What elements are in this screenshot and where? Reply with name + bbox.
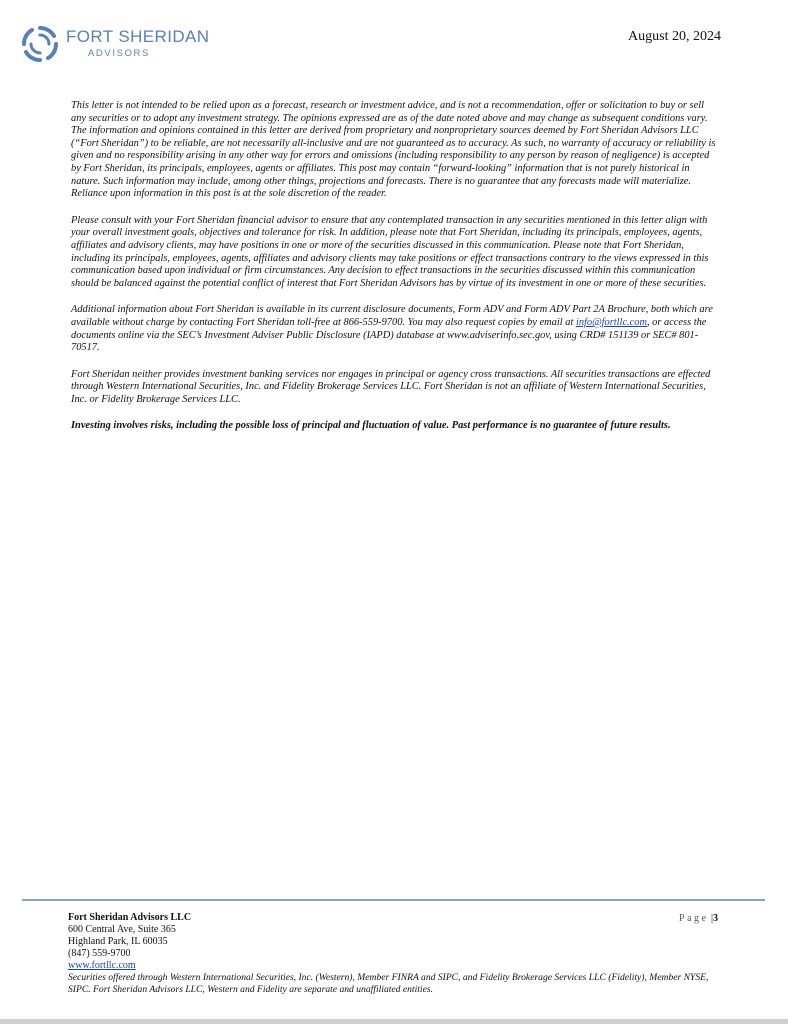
company-logo xyxy=(20,22,220,66)
page-number-value: 3 xyxy=(713,913,718,924)
consult-advisor-paragraph: Please consult with your Fort Sheridan financial advisor to ensure that any contemplated transaction in any securities mentioned in this letter align with your overall investment goals, objectives and tolerance for risk. In addition, please note that Fort Sheridan, including its principals, employees, agents, affiliates and advisory clients, may have positions in one or more of the securities discussed in this communication. Please note that Fort Sheridan, including its principals, employees, agents, affiliates and advisory clients may take positions or effect transactions contrary to the views expressed in this communication based upon individual or firm circumstances. Any decision to effect transactions in the securities discussed within this communication should be balanced against the potential conflict of interest that Fort Sheridan Advisors has by virtue of its investment in one or more of these securities. xyxy=(71,214,709,289)
window-bottom-edge xyxy=(0,1019,788,1024)
email-link[interactable]: info@fortllc.com xyxy=(575,316,647,328)
disclaimer-paragraph: This letter is not intended to be relied upon as a forecast, research or investment advice, and is not a recommendation, offer or solicitation to buy or sell any securities or to adopt any investment strategy. The opinions expressed are as of the date noted above and may change as subsequent conditions vary. The information and opinions contained in this letter are derived from proprietary and nonproprietary sources deemed by Fort Sheridan Advisors LLC (“Fort Sheridan”) to be reliable, are not necessarily all-inclusive and are not guaranteed as to accuracy. As such, no warranty of accuracy or reliability is given and no responsibility arising in any other way for errors and omissions (including responsibility to any person by reason of negligence) is accepted by Fort Sheridan, its principals, employees, agents or affiliates. This post may contain “forward-looking” information that is not purely historical in nature. Such information may include, among other things, projections and forecasts. There is no guarantee that any forecasts made will materialize. Reliance upon information in this post is at the sole discretion of the reader. xyxy=(71,100,716,200)
logo-name: FORT SHERIDAN xyxy=(66,27,210,46)
services-paragraph: Fort Sheridan neither provides investment banking services nor engages in principal or agency cross transactions. All securities transactions are effected through Western International Securities, Inc. and Fidelity Brokerage Services LLC. Fort Sheridan is not an affiliate of Western International Securities, Inc. or Fidelity Brokerage Services LLC. xyxy=(71,368,711,405)
additional-info-text: Additional information about Fort Sheridan is available in its current disclosure documents, Form ADV and Form ADV Part 2A Brochure, both which are available without charge by contacting Fort Sheridan toll-free at 866-559-9700. You may also request copies by email at xyxy=(71,304,713,328)
logo-subtitle: ADVISORS xyxy=(88,48,150,59)
footer-website-link[interactable]: www.fortllc.com xyxy=(68,960,136,971)
risk-warning: Investing involves risks, including the possible loss of principal and fluctuation of value. Past performance is no guarantee of future results. xyxy=(71,420,671,432)
footer-disclaimer: Securities offered through Western International Securities, Inc. (Western), Member FINRA and SIPC, and Fidelity Brokerage Services LLC (Fidelity), Member NYSE, SIPC. Fort Sheridan Advisors LLC, Western and Fidelity are separate and unaffiliated entities. xyxy=(68,972,709,995)
page-separator: | xyxy=(710,913,713,924)
footer xyxy=(68,912,728,995)
disclosure-body xyxy=(71,100,721,447)
swirl-logo-icon xyxy=(20,24,60,64)
page-number xyxy=(679,913,718,924)
footer-firm-name: Fort Sheridan Advisors LLC xyxy=(68,912,192,923)
letter-date: August 20, 2024 xyxy=(628,29,721,44)
additional-info-text-cont: , or access the documents online via the SEC’s Investment Adviser Public Disclosure (IAPD) database at www.adviserinfo.sec.gov, using CRD# 151139 or SEC# 801-70517. xyxy=(71,316,707,354)
footer-phone: (847) 559-9700 xyxy=(68,948,131,959)
page-label: Page xyxy=(679,913,709,924)
footer-divider xyxy=(22,899,765,901)
additional-info-paragraph xyxy=(71,304,721,354)
footer-address-line2: Highland Park, IL 60035 xyxy=(68,936,168,947)
footer-address-line1: 600 Central Ave, Suite 365 xyxy=(68,924,176,935)
